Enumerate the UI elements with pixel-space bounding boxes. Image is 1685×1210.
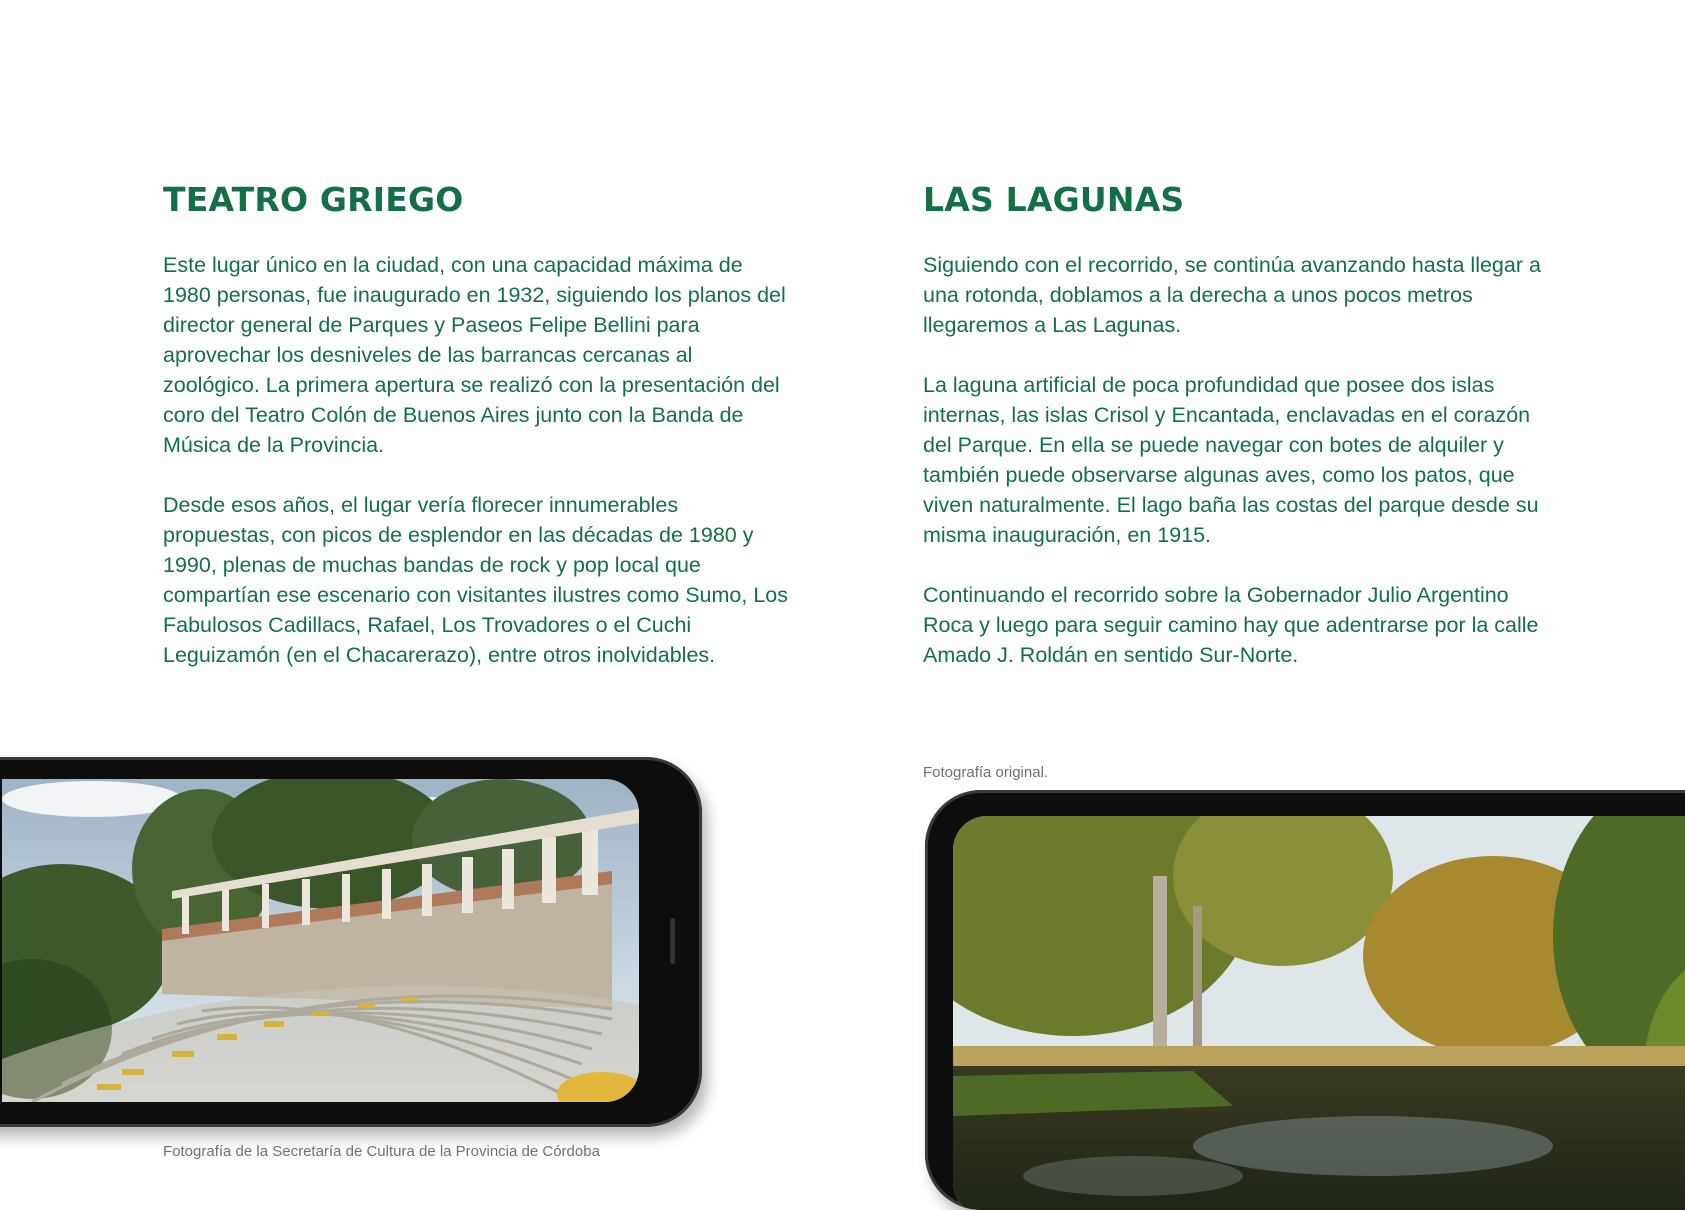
photo-caption-teatro: Fotografía de la Secretaría de Cultura de la Provincia de Córdoba [163,1143,600,1160]
section-title: TEATRO GRIEGO [163,180,464,219]
photo-caption-lagunas: Fotografía original. [923,764,1049,781]
phone-frame-lagunas [925,790,1685,1210]
teatro-griego-section [163,178,788,700]
paragraph: Siguiendo con el recorrido, se continúa avanzando hasta llegar a una rotonda, doblamos a la derecha a unos pocos metros llegaremos a Las Lagunas. [923,253,1541,337]
paragraph: La laguna artificial de poca profundidad que posee dos islas internas, las islas Crisol y Encantada, enclavadas en el corazón del Parque. En ella se puede navegar con botes de alquiler y también puede observarse algunas aves, como los patos, que viven naturalmente. El lago baña las costas del parque desde su misma inauguración, en 1915. [923,373,1539,547]
las-lagunas-section [923,178,1543,700]
phone-speaker [670,918,675,964]
section-title: LAS LAGUNAS [923,180,1185,219]
phone-notch [655,855,681,1030]
photo-teatro-griego [2,779,639,1102]
paragraph: Desde esos años, el lugar vería florecer innumerables propuestas, con picos de esplendor en las décadas de 1980 y 1990, plenas de muchas bandas de rock y pop local que compartían ese escenario con visitantes ilustres como Sumo, Los Fabulosos Cadillacs, Rafael, Los Trovadores o el Cuchi Leguizamón (en el Chacarerazo), entre otros inolvidables. [163,493,788,667]
paragraph: Continuando el recorrido sobre la Gobernador Julio Argentino Roca y luego para seguir camino hay que adentrarse por la calle Amado J. Roldán en sentido Sur-Norte. [923,583,1539,667]
photo-las-lagunas [953,816,1685,1210]
phone-frame-teatro [0,757,702,1127]
paragraph: Este lugar único en la ciudad, con una capacidad máxima de 1980 personas, fue inaugurado en 1932, siguiendo los planos del director general de Parques y Paseos Felipe Bellini para aprovechar los desniveles de las barrancas cercanas al zoológico. La primera apertura se realizó con la presentación del coro del Teatro Colón de Buenos Aires junto con la Banda de Música de la Provincia. [163,253,786,457]
